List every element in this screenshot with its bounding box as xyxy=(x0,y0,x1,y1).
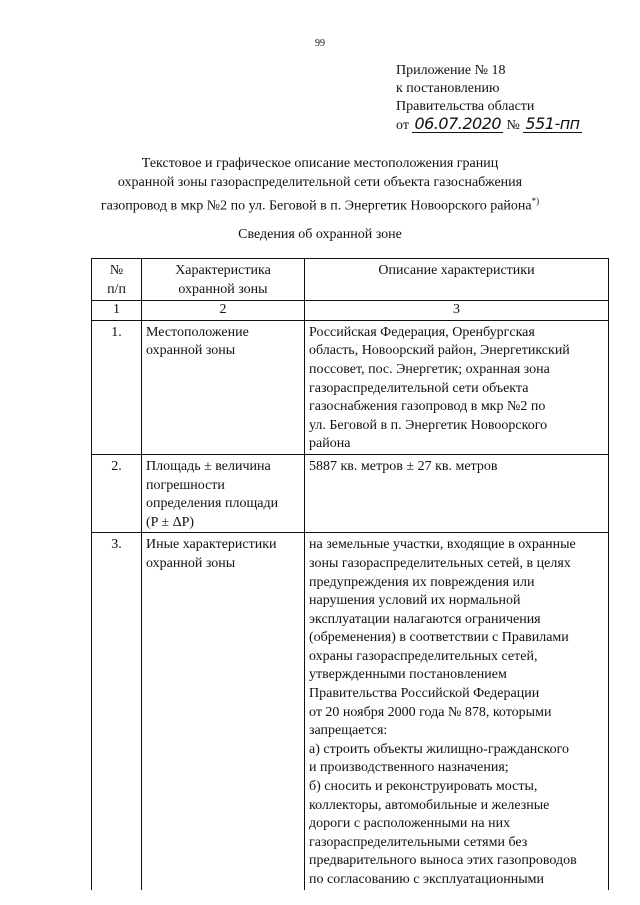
column-number-row xyxy=(92,301,609,321)
text-line: района xyxy=(309,436,351,452)
document-title xyxy=(60,154,580,216)
text-line: предварительного выноса этих газопроводов xyxy=(309,853,577,869)
handwritten-number: 551-пп xyxy=(525,114,580,133)
handwritten-date: 06.07.2020 xyxy=(414,114,502,133)
text-line: по согласованию с эксплуатационными xyxy=(309,872,544,887)
section-subtitle: Сведения об охранной зоне xyxy=(238,227,402,242)
appendix-block xyxy=(396,62,626,135)
table-row xyxy=(92,320,609,454)
row-label xyxy=(142,320,305,454)
column-number: 1 xyxy=(92,301,142,321)
text-line: газораспределительной сети объекта xyxy=(309,380,529,396)
text-line: от 20 ноября 2000 года № 878, которыми xyxy=(309,704,552,720)
header-description: Описание характеристики xyxy=(305,259,609,301)
text-line: область, Новоорский район, Энергетикский xyxy=(309,343,570,359)
text-line: охраны газораспределительных сетей, xyxy=(309,648,538,664)
row-description xyxy=(305,533,609,890)
appendix-line-3: Правительства области xyxy=(396,99,535,114)
text-line: запрещается: xyxy=(309,723,388,739)
title-line-3: газопровод в мкр №2 по ул. Беговой в п. Энергетик Новоорского района*) xyxy=(100,196,540,214)
appendix-date-line xyxy=(396,116,626,135)
text-line: предупреждения их повреждения или xyxy=(309,574,535,590)
row-label xyxy=(142,454,305,532)
row-description xyxy=(305,454,609,532)
header-number: № п/п xyxy=(92,259,142,301)
header-characteristic: Характеристика охранной зоны xyxy=(142,259,305,301)
text-line: нарушения условий их нормальной xyxy=(309,593,521,609)
text-line: дороги с расположенными на них xyxy=(309,816,511,832)
text-line: Местоположение xyxy=(146,324,249,340)
text-line: Российская Федерация, Оренбургская xyxy=(309,324,535,340)
text-line: утвержденными постановлением xyxy=(309,667,507,683)
from-label: от xyxy=(396,118,409,133)
text-line: (P ± ΔP) xyxy=(146,514,195,530)
text-line: б) сносить и реконструировать мосты, xyxy=(309,779,538,795)
row-label xyxy=(142,533,305,890)
table-row xyxy=(92,454,609,532)
table-row xyxy=(92,533,609,890)
row-number: 2. xyxy=(92,454,142,532)
text-line: Правительства Российской Федерации xyxy=(309,686,540,702)
appendix-title: Приложение № 18 xyxy=(396,63,506,78)
text-line: зоны газораспределительных сетей, в целях xyxy=(309,555,571,571)
text-line: а) строить объекты жилищно-гражданского xyxy=(309,741,569,757)
text-line: (обременения) в соответствии с Правилами xyxy=(309,630,569,646)
text-line: газоснабжения газопровод в мкр №2 по xyxy=(309,399,546,415)
text-line: Иные характеристики xyxy=(146,537,277,553)
text-line: погрешности xyxy=(146,477,225,493)
text-line: Площадь ± величина xyxy=(146,458,271,474)
text-line: охранной зоны xyxy=(146,343,236,359)
row-description xyxy=(305,320,609,454)
text-line: газораспределительными сетями без xyxy=(309,834,528,850)
table-header-row xyxy=(92,259,609,301)
text-line: коллекторы, автомобильные и железные xyxy=(309,797,550,813)
text-line: 5887 кв. метров ± 27 кв. метров xyxy=(309,458,498,474)
text-line: и производственного назначения; xyxy=(309,760,509,776)
title-line-2: охранной зоны газораспределительной сети объекта газоснабжения xyxy=(117,175,523,190)
text-line: на земельные участки, входящие в охранные xyxy=(309,537,576,553)
text-line: охранной зоны xyxy=(146,555,236,571)
column-number: 3 xyxy=(305,301,609,321)
column-number: 2 xyxy=(142,301,305,321)
zone-info-table xyxy=(91,258,609,890)
row-number: 1. xyxy=(92,320,142,454)
number-label: № xyxy=(506,118,520,133)
text-line: эксплуатации налагаются ограничения xyxy=(309,611,541,627)
text-line: определения площади xyxy=(146,496,279,512)
text-line: поссовет, пос. Энергетик; охранная зона xyxy=(309,361,550,377)
appendix-line-2: к постановлению xyxy=(396,81,500,96)
text-line: ул. Беговой в п. Энергетик Новоорского xyxy=(309,417,548,433)
row-number: 3. xyxy=(92,533,142,890)
title-line-1: Текстовое и графическое описание местоположения границ xyxy=(141,156,499,171)
footnote-mark: *) xyxy=(531,196,540,206)
page-number: 99 xyxy=(315,38,325,49)
